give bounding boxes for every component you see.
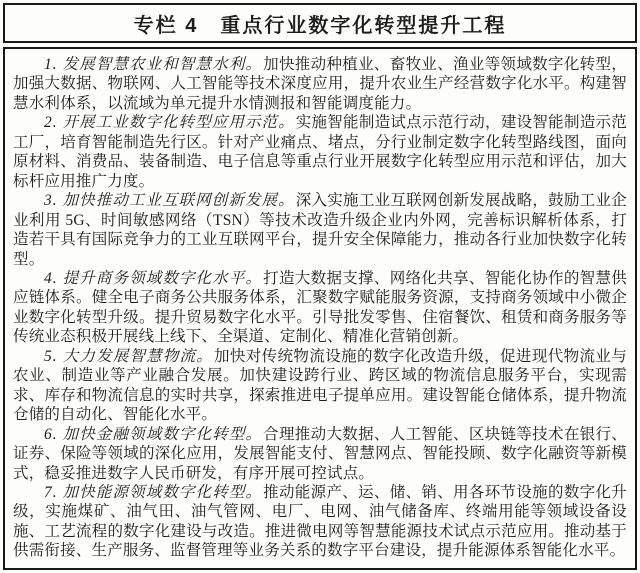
paragraph-heading: 3. 加快推动工业互联网创新发展。 bbox=[44, 192, 295, 210]
panel-title: 专栏 4 重点行业数字化转型提升工程 bbox=[133, 14, 507, 37]
paragraph bbox=[13, 191, 627, 269]
paragraph-text: 打造大数据支撑、网络化共享、智能化协作的智慧供应链体系。健全电子商务公共服务体系，汇聚数字赋能服务资源，支持商务领域中小微企业数字化转型升级。提升贸易数字化水平。引导批发零售、住宿餐饮、租赁和商务服务等传统业态积极开展线上线下、全渠道、定制化、精准化营销创新。 bbox=[13, 269, 627, 346]
paragraph bbox=[13, 425, 627, 483]
paragraph bbox=[13, 55, 627, 113]
paragraph-heading: 7. 加快能源领域数字化转型。 bbox=[44, 483, 263, 501]
panel-body bbox=[3, 47, 637, 570]
paragraph bbox=[13, 483, 627, 561]
paragraph-text: 加快对传统物流设施的数字化改造升级，促进现代物流业与农业、制造业等产业融合发展。加快建设跨行业、跨区域的物流信息服务平台，实现需求、库存和物流信息的实时共享，探索推进电子提单应用。建设智能仓储体系，提升物流仓储的自动化、智能化水平。 bbox=[13, 347, 627, 424]
panel-title-box bbox=[3, 3, 637, 43]
paragraph-text: 合理推动大数据、人工智能、区块链等技术在银行、证券、保险等领域的深化应用，发展智能支付、智慧网点、智能投顾、数字化融资等新模式，稳妥推进数字人民币研发，有序开展可控试点。 bbox=[13, 425, 627, 482]
paragraph-text: 加快推动种植业、畜牧业、渔业等领域数字化转型，加强大数据、物联网、人工智能等技术深度应用，提升农业生产经营数字化水平。构建智慧水利体系，以流域为单元提升水情测报和智能调度能力。 bbox=[13, 56, 627, 112]
paragraph-heading: 4. 提升商务领域数字化水平。 bbox=[44, 269, 263, 287]
paragraph-heading: 1. 发展智慧农业和智慧水利。 bbox=[44, 56, 263, 73]
paragraph-heading: 6. 加快金融领域数字化转型。 bbox=[44, 425, 263, 443]
paragraph-heading: 2. 开展工业数字化转型应用示范。 bbox=[44, 114, 295, 132]
paragraph bbox=[13, 113, 627, 191]
paragraph-text: 实施智能制造试点示范行动，建设智能制造示范工厂，培育智能制造先行区。针对产业痛点、堵点，分行业制定数字化转型路线图，面向原材料、消费品、装备制造、电子信息等重点行业开展数字化转型应用示范和评估，加大标杆应用推广力度。 bbox=[13, 114, 627, 190]
paragraph bbox=[13, 269, 627, 347]
paragraph-text: 推动能源产、运、储、销、用各环节设施的数字化升级，实施煤矿、油气田、油气管网、电厂、电网、油气储备库、终端用能等领域设备设施、工艺流程的数字化建设与改造。推进微电网等智慧能源技术试点示范应用。推动基于供需衔接、生产服务、监督管理等业务关系的数字平台建设，提升能源体系智能化水平。 bbox=[13, 483, 627, 560]
paragraph-text: 深入实施工业互联网创新发展战略，鼓励工业企业利用 5G、时间敏感网络（TSN）等技术改造升级企业内外网，完善标识解析体系，打造若干具有国际竞争力的工业互联网平台，提升安全保障能力，推动各行业加快数字化转型。 bbox=[13, 192, 627, 268]
paragraph-heading: 5. 大力发展智慧物流。 bbox=[44, 347, 213, 365]
paragraph bbox=[13, 347, 627, 425]
